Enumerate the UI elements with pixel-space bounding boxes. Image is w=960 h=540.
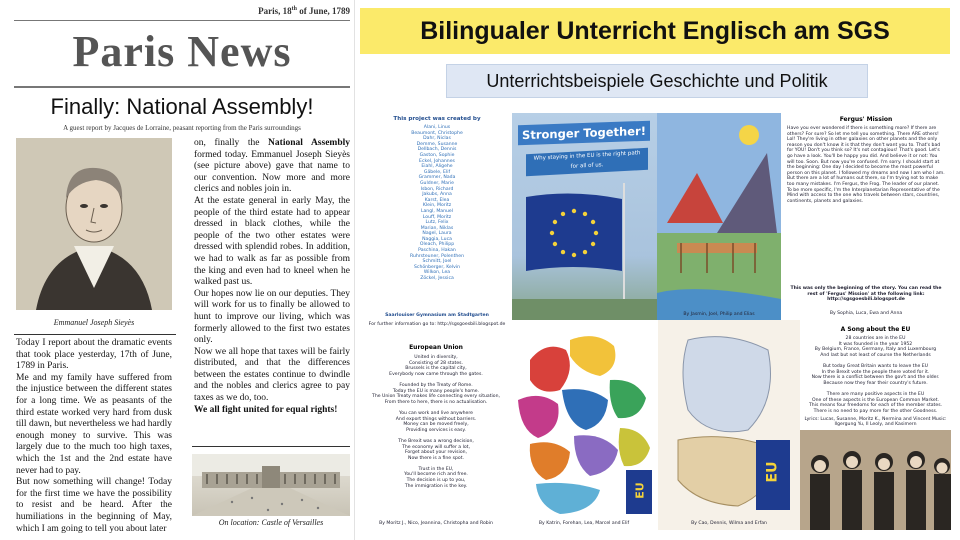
- poem-line: The economy will suffer a lot,: [402, 444, 470, 450]
- eu-poem-credit: By Moritz J., Nico, Jeannina, Christopha and Robin: [379, 521, 493, 527]
- poem-line: Money can be moved freely,: [403, 422, 469, 428]
- credit-name: Karst, Elea: [424, 197, 450, 203]
- poster-stronger-together: [512, 113, 657, 333]
- credit-name: Schmitt, Joel: [422, 259, 452, 265]
- newspaper-masthead: Paris News: [72, 27, 292, 76]
- flag-star: [561, 212, 565, 216]
- divider: [354, 0, 355, 540]
- poster-fergus-story: [781, 113, 951, 321]
- credit-name: Lutz, Felix: [425, 220, 449, 226]
- song-lyrics: [800, 336, 951, 414]
- credits-school: Saarlouiser Gymnasium am Stadtgarten: [385, 313, 489, 319]
- drawing-eu-label: EU: [764, 461, 781, 483]
- credit-name: Demme, Susanne: [416, 141, 458, 147]
- credit-name: Jakubs, Anna: [422, 192, 452, 198]
- credit-name: Ruhrsteuner, Polenthen: [409, 253, 465, 259]
- versailles-engraving: [192, 454, 350, 516]
- flag-star: [553, 220, 557, 224]
- flag-star: [553, 242, 557, 246]
- fergus-drawing-credit: By Jasmin, Joel, Philip and Elias: [683, 312, 755, 318]
- credits-names-list: [362, 125, 512, 282]
- eu-poem-text: [362, 355, 510, 489]
- portrait-caption: Emmanuel Joseph Sieyès: [53, 318, 135, 327]
- song-line: There is no need to pay more for the other Goodness.: [813, 408, 938, 414]
- fergus-story-text: Have you ever wondered if there is something more? If there are others? For sure? So let me tell you something. There ARE others! Lol! They're living in other galaxies on other planets and the only reason you don't know it is that they don't want you to. That's bad for YOU! Don't you think so? It's not contagious! That's good. Let's go have a look. You'll be happy you did. And believe it or not: You will too. Soon. But now you're confused. I'm sorry. I should start at the beginning: One day I decided to become the most powerful person on this planet. I followed my dreams and now I am who I am. But there are a lot of humans out there, so I'm trying not to make too many mistakes. I'm Fergus, the Frog. The leader of our planet. To be more specific, I'm the Interplanetarian Representative of the Mind with access to the one who travels between stars, countries, continents, planets and galaxies.: [787, 126, 945, 204]
- poem-line: From there to here, there is no actualisation.: [384, 399, 488, 405]
- poster-eu-song: [800, 320, 951, 430]
- credit-name: Alani, Linus: [423, 125, 451, 130]
- credit-name: Paschina, Hakan: [418, 248, 456, 254]
- song-line: By Belgium, France, Germany, Italy and Luxembourg: [814, 347, 937, 353]
- fergus-title: Fergus' Mission: [839, 116, 893, 123]
- credit-name: Wilkon, Lea: [423, 270, 451, 276]
- flag-star: [572, 209, 576, 213]
- slide-title: Bilingualer Unterricht Englisch am SGS: [360, 8, 950, 54]
- versailles-illustration: [192, 454, 350, 516]
- credit-name: Naggia, Luca: [422, 236, 452, 242]
- poster-eu-map: [510, 320, 658, 530]
- stronger-subtitle-line: Why staying in the EU is the right path: [533, 150, 641, 162]
- paragraph: Today I report about the dramatic events that took place yesterday, 17th of June, 1789 in Paris.: [16, 338, 172, 372]
- song-performers-photo: [800, 430, 951, 530]
- text-span: formed today. Emmanuel Joseph Sieyès (see picture above) gave that name to our convention. Now more and more clerics and nobles join in.: [194, 149, 350, 195]
- flag-star: [591, 220, 595, 224]
- paragraph: But now something will change! Today for the first time we have the possibility to resist and be heard. After the humiliations in the beginning of May, which I am going to tell you about later: [16, 477, 172, 534]
- song-title: A Song about the EU: [840, 326, 911, 333]
- credit-name: Eckel, Johannes: [419, 158, 455, 164]
- song-line: Because now they fear their country's future.: [823, 380, 928, 386]
- text-span: on, finally the: [194, 138, 269, 148]
- poem-line: The decision is up to you,: [406, 478, 466, 484]
- credit-name: Klein, Moritz: [422, 203, 452, 209]
- poem-line: Trust in the EU,: [418, 466, 454, 472]
- poster-fergus-drawing: [657, 113, 781, 321]
- newspaper-page: [14, 0, 350, 540]
- song-line: 28 countries are in the EU: [845, 336, 906, 341]
- poem-line: United in diversity,: [414, 355, 458, 360]
- flag-star: [572, 253, 576, 257]
- poem-line: Today the EU is many people's home.: [392, 388, 480, 394]
- credits-title: This project was created by: [393, 116, 481, 122]
- eu-drawing-illustration: [658, 320, 800, 530]
- song-line: There are many positive aspects in the EU: [826, 391, 925, 397]
- paragraph: [194, 138, 350, 196]
- paragraph: At the estate general in early May, the people of the third estate had to appear dressed in black clothes, while the people of the two other estates were dressed with splendid robes. In addition, we had to walk as far as possible from the king and even had to kneel when he walked past us.: [194, 195, 350, 288]
- poem-line: Consisting of 28 states.: [408, 360, 464, 366]
- song-line: It was founded in the year 1952: [838, 341, 913, 347]
- poster-credits: [362, 113, 512, 333]
- poem-line: Now there is a fine spot.: [408, 455, 464, 461]
- divider: [192, 446, 350, 447]
- song-line: In the Brexit vote the people there voted for it.: [821, 369, 930, 375]
- credit-name: Marian, Niklas: [420, 225, 454, 231]
- newspaper-byline: A guest report by Jacques de Lorraine, peasant reporting from the Paris surroundings: [63, 124, 301, 132]
- poem-line: The Brexit was a wrong decision,: [398, 438, 474, 444]
- eu-poem-title: European Union: [409, 344, 463, 351]
- song-line: One of these aspects is the European Common Market.: [812, 397, 939, 403]
- poem-line: Everybody now came through the gates.: [389, 371, 483, 377]
- flag-star: [561, 250, 565, 254]
- poem-line: And export things without barriers.: [395, 416, 477, 422]
- poster-eu-poem: [362, 330, 510, 530]
- fergus-footer: This was only the beginning of the story. You can read the rest of 'Fergus' Mission' at the following link: http://sgsgoesbili.blogspot.de: [790, 286, 942, 303]
- credit-name: Oleach, Philipp: [419, 242, 455, 248]
- credit-name: Dellbach, Dennis: [417, 147, 457, 153]
- credit-name: Nagel, Laura: [422, 231, 452, 237]
- fergus-drawing: [657, 113, 781, 321]
- stronger-subtitle: [526, 148, 648, 176]
- poem-line: Brussels is the capital city,: [405, 366, 467, 372]
- credit-name: Guldner, Marie: [420, 180, 454, 186]
- poster-eu-drawing: [658, 320, 800, 530]
- divider: [14, 86, 350, 88]
- credit-name: Grammer, Nada: [418, 175, 456, 181]
- credit-name: Dahr, Niclas: [423, 136, 451, 142]
- song-line: And last but not least of course the Netherlands: [820, 352, 931, 358]
- flag-star: [591, 242, 595, 246]
- credit-name: Isbon, Richard: [420, 186, 454, 192]
- credit-name: Beaumont, Christophe: [411, 130, 463, 136]
- credit-name: Gaston, Sophie: [419, 152, 455, 158]
- portrait-illustration: [16, 138, 172, 310]
- stronger-title: Stronger Together!: [518, 121, 650, 146]
- song-line: But today Great Britain wants to leave the EU: [822, 363, 929, 369]
- eu-map-credit: By Katrin, Forehan, Lea, Marcel and Elif: [538, 521, 630, 527]
- paragraph: Me and my family have suffered from the injustice between the different states for a long time. We as peasants of the third estate worked very hard from dusk till dawn, but nevertheless we had hardly enough money to survive. This was largely due to the much too high taxes, which the 1st and the 2nd estate have never had to pay.: [16, 372, 172, 476]
- flag-star: [550, 231, 554, 235]
- song-credit: Lyrics: Lucas, Susanne, Moritz K., Nermina and Vincent Music: Ilgergung Yu, Il Leoly, and Kasimern: [804, 416, 947, 428]
- poem-line: The Union Treaty makes life connecting every situation,: [372, 394, 500, 400]
- poem-line: You can work and live anywhere: [399, 410, 473, 416]
- poem-line: The immigration is the key.: [404, 483, 468, 489]
- sieyes-portrait: [16, 138, 172, 310]
- slide-subtitle: Unterrichtsbeispiele Geschichte und Politik: [446, 64, 868, 98]
- eu-flag-illustration: [512, 179, 657, 333]
- performers-illustration: [800, 430, 951, 530]
- song-line: Now there is a conflict between the gov't and the older.: [811, 375, 940, 381]
- map-eu-label: EU: [633, 482, 647, 499]
- credit-name: Eiahl, Aligehe: [421, 164, 453, 170]
- newspaper-dateline: Paris, 18th of June, 1789: [258, 6, 350, 16]
- flag-star: [583, 212, 587, 216]
- bold-term: National Assembly: [268, 138, 351, 148]
- article-column-1: [16, 338, 172, 535]
- divider: [14, 20, 350, 21]
- paragraph: Our hopes now lie on our deputies. They will work for us to finally be allowed to hunt to improve our living, which was formerly allowed to the first two estates only.: [194, 288, 350, 346]
- credit-name: Langl, Manuel: [420, 208, 454, 214]
- song-line: This means four freedoms for each of the member states.: [808, 403, 943, 409]
- credit-name: Zöckel, Jessica: [420, 276, 454, 282]
- credit-name: Schönberger, Kelvin: [414, 264, 460, 270]
- flag-star: [583, 250, 587, 254]
- paragraph: Now we all hope that taxes will be fairly distributed, and that the differences between the estates continue to dwindle and the nobles and clerics agree to pay taxes as we do, too.: [194, 346, 350, 404]
- credit-name: Louff, Moritz: [422, 214, 452, 220]
- stronger-subtitle-line: for all of us.: [570, 162, 604, 170]
- poem-line: You'll become rich and free.: [404, 472, 468, 478]
- closing-line: We all fight united for equal rights!: [194, 404, 338, 415]
- poem-line: Forget about your revision,: [404, 450, 468, 456]
- credit-name: Gäbele, Elif: [423, 169, 451, 175]
- poem-line: Providing services is easy.: [406, 427, 466, 433]
- article-column-2: [194, 138, 350, 416]
- flag-star: [594, 231, 598, 235]
- versailles-caption: On location: Castle of Versailles: [218, 518, 324, 527]
- eu-drawing-credit: By Cao, Dennis, Wilma and Erfan: [691, 521, 767, 527]
- poem-line: Founded by the Treaty of Rome.: [399, 382, 473, 388]
- credits-link: For further information go to: http://sgsgoesbili.blogspot.de: [368, 322, 506, 328]
- fergus-credit: By Sophia, Luca, Ewa and Anna: [829, 311, 903, 317]
- newspaper-headline: Finally: National Assembly!: [50, 94, 314, 119]
- divider: [14, 334, 176, 335]
